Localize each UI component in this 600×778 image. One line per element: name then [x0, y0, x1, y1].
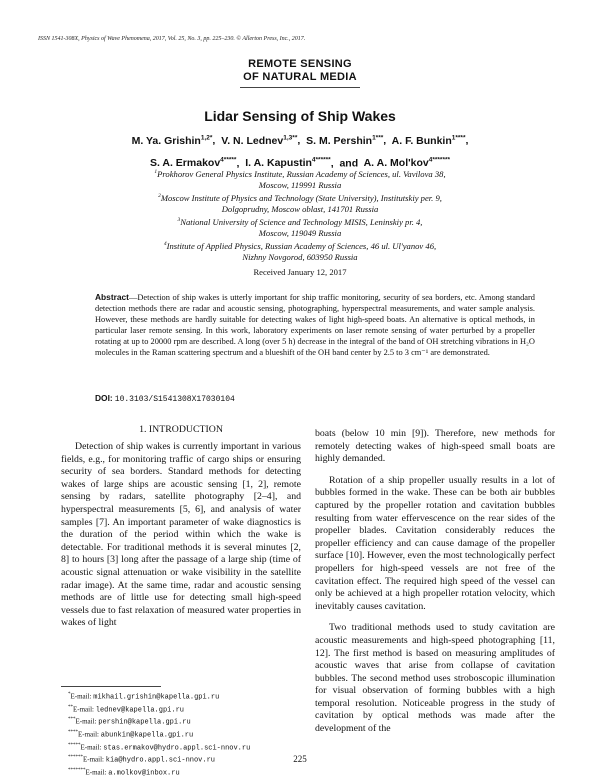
footnote-email: ***E-mail: pershin@kapella.gpi.ru [68, 717, 191, 727]
page-number: 225 [293, 754, 307, 764]
abstract [95, 292, 535, 358]
footnotes [68, 690, 303, 778]
email-link[interactable]: abunkin@kapella.gpi.ru [100, 731, 194, 740]
author: V. N. Lednev$^{1,3**}$ [221, 134, 298, 147]
email-link[interactable]: kia@hydro.appl.sci-nnov.ru [105, 756, 215, 765]
doi-label: DOI: [95, 393, 113, 403]
section-heading-line1: REMOTE SENSING [248, 58, 352, 70]
affiliation: $^4$Institute of Applied Physics, Russian Academy of Sciences, 46 ul. Ul'yanov 46, Nizhny Novgorod, 603950 Russia [163, 240, 437, 262]
journal-header: ISSN 1541-308X, Physics of Wave Phenomena, 2017, Vol. 25, No. 3, pp. 225–230. © Allerton Press, Inc., 2017. [38, 36, 306, 42]
email-link[interactable]: lednev@kapella.gpi.ru [95, 705, 184, 714]
paragraph: Two traditional methods used to study cavitation are acoustic measurements and high-speed photographing [11, 12]. The first method is based on measuring amplitudes of acoustic waves that arise from collapse of cavitation bubbles. The second method uses stroboscopic illumination for visual observation of forming bubbles with a high temporal resolution. Noticeable progress in the study of cavitation by optical methods was made after the development of the [315, 622, 555, 735]
affiliation: $^2$Moscow Institute of Physics and Technology (State University), Institutskiy per. 9, Dolgoprudny, Moscow oblast, 141701 Russia [158, 192, 442, 214]
abstract-label: Abstract [95, 292, 129, 302]
received-date: Received January 12, 2017 [253, 267, 347, 277]
doi-link[interactable]: 10.3103/S1541308X17030104 [114, 395, 235, 404]
article-title: Lidar Sensing of Ship Wakes [204, 108, 396, 124]
author: S. A. Ermakov$^{4*****}$ [149, 156, 237, 169]
paragraph: Rotation of a ship propeller usually results in a lot of bubbles formed in the wake. These can be both air bubbles captured by the propeller rotation and cavitation bubbles resulting from water effervescence on the rear sides of the propeller blades. Cavitation considerably reduces the propeller efficiency and can cause damage of the propeller surface [10]. However, even the most technologically perfect propellers for high-speed vessels are not free of the cavitation effect. The required high speed of the vessel can only be achieved at a high propeller rotation velocity, which inevitably causes cavitation. [315, 474, 555, 612]
author: A. A. Mol'kov$^{4*******}$ [363, 156, 451, 169]
author: S. M. Pershin$^{1***}$ [306, 134, 384, 147]
email-link[interactable]: a.molkov@inbox.ru [108, 769, 180, 778]
abstract-text: —Detection of ship wakes is utterly important for ship traffic monitoring, security of sea borders, etc. Among standard detection methods there are radar and acoustic sensing, photographing, hyperspectral measurements, and water sample analysis. However, these methods are hardly suitable for detecting wakes of light high-speed boats. An alternative is optical methods, in particular laser remote sensing. In this work, laboratory experiments on laser remote sensing of water perturbed by a propeller rotating at up to 20000 rpm are described. A long (over 5 h) decrease in the integral of the band of OH stretching vibrations in H₂O molecules in the Raman scattering spectrum and a blueshift of the OH band center by 2.5 to 3 cm⁻¹ are demonstrated. [95, 293, 535, 357]
email-link[interactable]: pershin@kapella.gpi.ru [98, 718, 191, 727]
footnote-email: ******E-mail: kia@hydro.appl.sci-nnov.ru [68, 755, 215, 765]
author: A. F. Bunkin$^{1****}$ [391, 134, 466, 147]
footnote-divider [61, 686, 161, 687]
author: I. A. Kapustin$^{4******}$ [245, 156, 331, 169]
email-link[interactable]: mikhail.grishin@kapella.gpi.ru [93, 693, 220, 702]
body-column-right [315, 428, 555, 736]
doi [95, 393, 235, 404]
paragraph: Detection of ship wakes is currently important in various fields, e.g., for monitoring traffic of cargo ships or ensuring security of sea borders. Standard methods for detecting wakes of large ships are acoustic sensing [1, 2], remote sensing by radars, satellite photography [2–4], and hyperspectral measurements [5, 6], and analysis of water samples [7]. An important parameter of wake diagnostics is the duration of the period within which the wake is detectable. For traditional methods it is several minutes [2, 8] to hours [3] long after the passage of a large ship (time of acoustic signal attenuation or wake visibility in the satellite radar image). At the same time, radar and acoustic sensing methods are of little use for detecting small high-speed vessels due to fast relaxation of measured water properties in wakes of light [61, 441, 301, 629]
footnote-email: ****E-mail: abunkin@kapella.gpi.ru [68, 729, 194, 740]
section-heading-line2: OF NATURAL MEDIA [243, 71, 357, 83]
paragraph: boats (below 10 min [9]). Therefore, new methods for remotely detecting wakes of high-speed small boats are highly demanded. [315, 428, 555, 465]
footnote-email: **E-mail: lednev@kapella.gpi.ru [68, 704, 184, 714]
author: M. Ya. Grishin$^{1,2*}$ [131, 134, 213, 147]
footnote-email: *E-mail: mikhail.grishin@kapella.gpi.ru [68, 692, 220, 702]
email-link[interactable]: stas.ermakov@hydro.appl.sci-nnov.ru [103, 743, 251, 752]
footnote-email: *******E-mail: a.molkov@inbox.ru [68, 767, 180, 778]
intro-heading: 1. INTRODUCTION [139, 424, 223, 435]
affiliation: $^1$Prokhorov General Physics Institute, Russian Academy of Sciences, ul. Vavilova 38, Moscow, 119991 Russia [154, 168, 446, 190]
body-column-left [61, 441, 301, 630]
footnote-email: *****E-mail: stas.ermakov@hydro.appl.sci-nnov.ru [68, 742, 251, 752]
section-divider [240, 87, 360, 88]
affiliation: $^3$National University of Science and Technology MISIS, Leninskiy pr. 4, Moscow, 119049 Russia [177, 216, 423, 238]
author-list: M. Ya. Grishin$^{1,2*}$, V. N. Lednev$^{1,3**}$, S. M. Pershin$^{1***}$, A. F. Bunkin$^{1****}$, S. A. Ermakov$^{4*****}$, I. A. Kapustin$^{4******}$, and A. A. Mol'kov$^{4*******}$ [131, 134, 469, 169]
